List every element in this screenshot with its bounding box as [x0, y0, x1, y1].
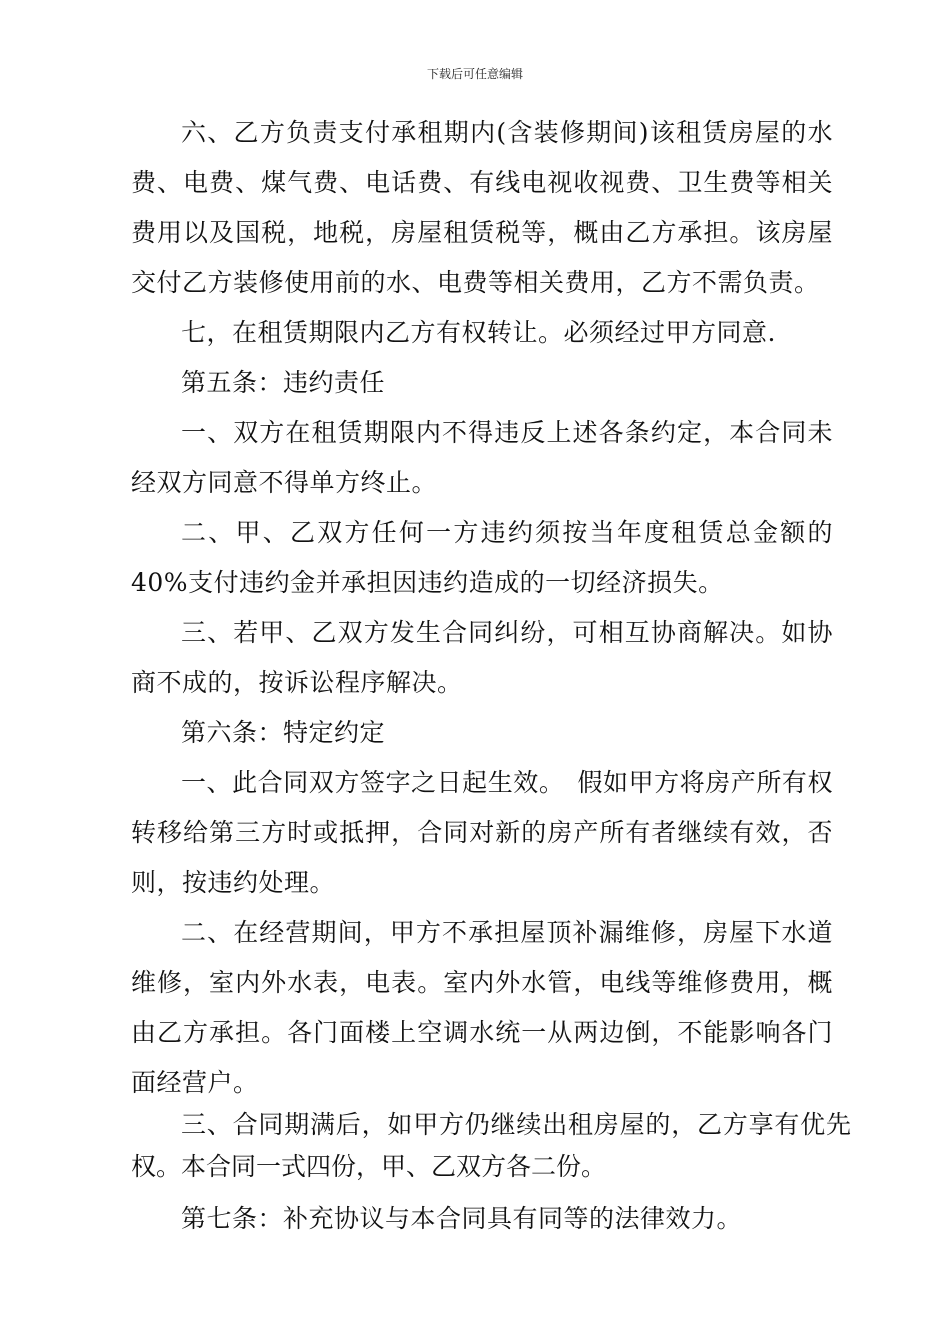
- page-header: 下载后可任意编辑: [426, 67, 523, 81]
- paragraph-breach-3: 三、若甲、乙双方发生合同纠纷，可相互协商解决。如协商不成的，按诉讼程序解决。: [131, 618, 833, 697]
- paragraph-clause-7-transfer: 七，在租赁期限内乙方有权转让。必须经过甲方同意.: [181, 318, 776, 347]
- section-heading-article-6: 第六条：特定约定: [181, 718, 386, 747]
- paragraph-breach-2: 二、甲、乙双方任何一方违约须按当年度租赁总金额的40%支付违约金并承担因违约造成的一切经济损失。: [131, 518, 833, 597]
- document-body: [131, 108, 851, 1244]
- paragraph-special-1: 一、此合同双方签字之日起生效。 假如甲方将房产所有权转移给第三方时或抵押，合同对新的房产所有者继续有效，否则，按违约处理。: [131, 768, 833, 897]
- paragraph-special-2: 二、在经营期间，甲方不承担屋顶补漏维修，房屋下水道维修，室内外水表，电表。室内外水管，电线等维修费用，概由乙方承担。各门面楼上空调水统一从两边倒，不能影响各门面经营户。: [131, 918, 833, 1097]
- paragraph-special-3: 三、合同期满后，如甲方仍继续出租房屋的，乙方享有优先权。本合同一式四份，甲、乙双方各二份。: [131, 1110, 851, 1181]
- section-heading-article-7: 第七条：补充协议与本合同具有同等的法律效力。: [181, 1204, 743, 1233]
- paragraph-clause-6-fees: 六、乙方负责支付承租期内(含装修期间)该租赁房屋的水费、电费、煤气费、电话费、有线电视收视费、卫生费等相关费用以及国税，地税，房屋租赁税等，概由乙方承担。该房屋交付乙方装修使用前的水、电费等相关费用，乙方不需负责。: [131, 118, 833, 297]
- section-heading-article-5: 第五条：违约责任: [181, 368, 386, 397]
- paragraph-breach-1: 一、双方在租赁期限内不得违反上述各条约定，本合同未经双方同意不得单方终止。: [131, 418, 833, 497]
